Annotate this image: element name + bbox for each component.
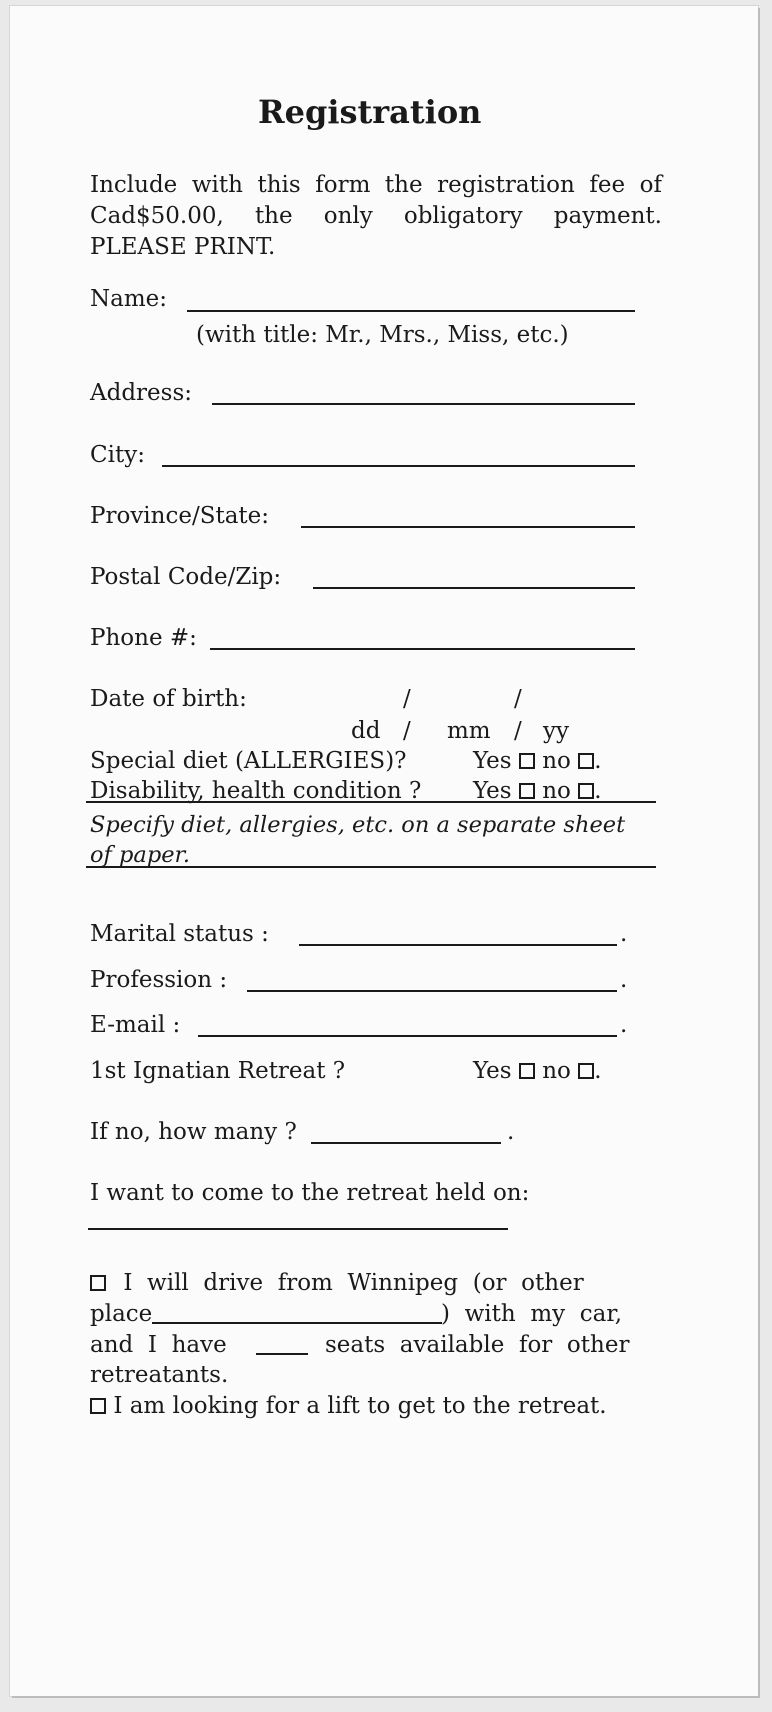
first-retreat-label: 1st Ignatian Retreat ? [90,1058,346,1084]
drive-text-line-1: I will drive from Winnipeg (or other [123,1270,584,1296]
retreat-date-field[interactable] [88,1228,508,1230]
province-field[interactable] [301,526,635,528]
first-retreat-yes-checkbox[interactable] [519,1063,535,1079]
name-field[interactable] [187,310,635,312]
profession-period: . [620,967,628,993]
dob-slash-4: / [514,718,522,744]
city-label: City: [90,442,145,468]
disability-no-checkbox[interactable] [578,783,594,799]
dob-slash-1: / [403,686,411,712]
province-label: Province/State: [90,503,270,529]
first-retreat-yes-label: Yes [473,1058,512,1084]
dob-mm-label: mm [447,718,491,744]
disability-period: . [594,778,602,804]
marital-field[interactable] [299,944,617,946]
drive-checkbox-row [90,1272,654,1295]
name-hint: (with title: Mr., Mrs., Miss, etc.) [196,322,569,348]
specify-note-bottom-rule [86,866,656,868]
phone-label: Phone #: [90,625,197,651]
profession-field[interactable] [247,990,617,992]
how-many-label: If no, how many ? [90,1119,297,1145]
drive-checkbox[interactable] [90,1275,106,1291]
lift-text: I am looking for a lift to get to the retreat. [113,1393,607,1419]
diet-period: . [594,748,602,774]
how-many-field[interactable] [311,1142,501,1144]
drive-place-field[interactable] [152,1322,442,1324]
address-label: Address: [90,380,193,406]
lift-checkbox[interactable] [90,1398,106,1414]
profession-label: Profession : [90,967,228,993]
diet-label: Special diet (ALLERGIES)? [90,748,407,774]
drive-seats-text-b: seats available for other [325,1332,630,1358]
drive-car-text: ) with my car, [441,1301,623,1327]
email-period: . [620,1012,628,1038]
retreat-date-label: I want to come to the retreat held on: [90,1180,530,1206]
diet-yes-checkbox[interactable] [519,753,535,769]
intro-text: Include with this form the registration fee of Cad$50.00, the only obligatory payment. PLEASE PRINT. [90,172,662,260]
address-field[interactable] [212,403,635,405]
first-retreat-options [473,1060,602,1083]
diet-no-checkbox[interactable] [578,753,594,769]
phone-field[interactable] [210,648,635,650]
drive-seats-text-a: and I have [90,1332,227,1358]
drive-text-line-4: retreatants. [90,1362,229,1388]
form-title: Registration [258,93,482,131]
specify-note-line-2: of paper. [90,842,190,868]
city-field[interactable] [162,465,635,467]
disability-no-label: no [542,778,571,804]
diet-no-label: no [542,748,571,774]
first-retreat-period: . [594,1058,602,1084]
dob-label: Date of birth: [90,686,247,712]
dob-yy-label: yy [543,718,569,744]
diet-yes-label: Yes [473,748,512,774]
disability-yes-label: Yes [473,778,512,804]
drive-seats-field[interactable] [256,1353,308,1355]
drive-place-label: place [90,1301,153,1327]
postal-label: Postal Code/Zip: [90,564,282,590]
dob-slash-2: / [514,686,522,712]
lift-row [90,1395,607,1418]
first-retreat-no-checkbox[interactable] [578,1063,594,1079]
disability-yes-checkbox[interactable] [519,783,535,799]
marital-label: Marital status : [90,921,269,947]
dob-dd-label: dd [351,718,381,744]
first-retreat-no-label: no [542,1058,571,1084]
postal-field[interactable] [313,587,635,589]
specify-note-line-1: Specify diet, allergies, etc. on a separate sheet [90,812,626,838]
how-many-period: . [507,1119,515,1145]
form-sheet [10,6,758,1696]
email-label: E-mail : [90,1012,181,1038]
email-field[interactable] [198,1035,617,1037]
diet-options [473,750,602,773]
dob-slash-3: / [403,718,411,744]
diet-section-top-rule [86,801,656,803]
name-label: Name: [90,286,168,312]
disability-options [473,780,602,803]
disability-label: Disability, health condition ? [90,778,422,804]
marital-period: . [620,921,628,947]
